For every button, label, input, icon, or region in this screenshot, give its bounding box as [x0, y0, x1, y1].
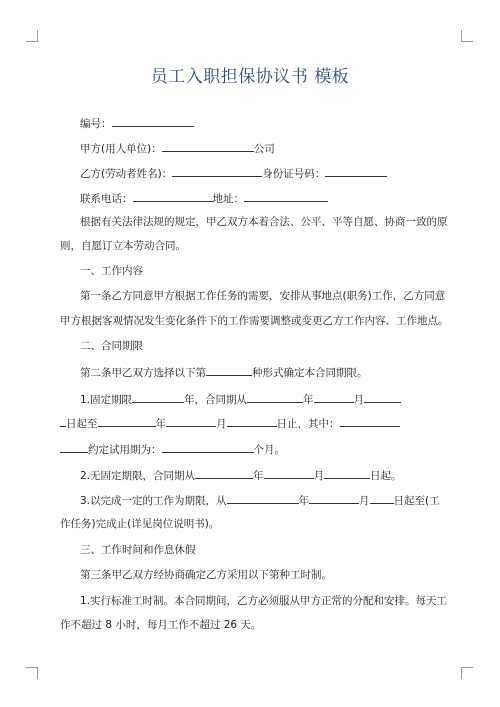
- field-party-b: 乙方(劳动者姓名)： 身份证号码：: [80, 165, 445, 181]
- corner-mark-bottom-left: [26, 667, 38, 679]
- blank-fixed-from-month[interactable]: [314, 391, 354, 403]
- blank-phone[interactable]: [133, 190, 213, 202]
- blank-id-no[interactable]: [325, 165, 387, 177]
- field-number: 编号：: [80, 115, 445, 131]
- blank-fixed-to-year[interactable]: [98, 415, 156, 427]
- task-term-line-1: 3.以完成一定的工作为期限，从 年 月 日起至(工: [80, 492, 445, 508]
- blank-task-year[interactable]: [227, 492, 299, 504]
- blank-fixed-years[interactable]: [132, 391, 184, 403]
- intro-line-1: 根据有关法律法规的规定，甲乙双方本着合法、公平、平等自愿、协商一致的原: [80, 216, 448, 228]
- blank-fixed-to-month[interactable]: [166, 415, 216, 427]
- fixed-term-line-1: 1.固定期限 年，合同期从 年 月: [80, 391, 445, 407]
- blank-number[interactable]: [112, 115, 194, 127]
- section-3-heading: 三、工作时间和作息休假: [80, 544, 196, 556]
- section-2-heading: 二、合同期限: [80, 340, 143, 352]
- section-1-line-2: 甲方根据客观情况发生变化条件下的工作需要调整或变更乙方工作内容、工作地点。: [60, 315, 449, 327]
- blank-open-day[interactable]: [324, 467, 370, 479]
- blank-party-a[interactable]: [162, 140, 254, 152]
- blank-task-day[interactable]: [370, 492, 394, 504]
- blank-open-month[interactable]: [264, 467, 314, 479]
- section-1-line-1: 第一条乙方同意甲方根据工作任务的需要，安排从事地点(职务)工作，乙方同意: [80, 290, 446, 302]
- blank-probation-months[interactable]: [162, 441, 254, 453]
- corner-mark-bottom-right: [461, 667, 473, 679]
- blank-term-type[interactable]: [206, 364, 252, 376]
- corner-mark-top-left: [26, 30, 38, 42]
- standard-hours-line-1: 1.实行标准工时制。本合同期间，乙方必须服从甲方正常的分配和安排。每天工: [80, 595, 448, 607]
- blank-address[interactable]: [244, 190, 328, 202]
- section-1-heading: 一、工作内容: [80, 265, 143, 277]
- document-title: 员工入职担保协议书 模板: [150, 67, 350, 87]
- blank-party-b[interactable]: [172, 165, 262, 177]
- blank-open-year[interactable]: [195, 467, 253, 479]
- blank-fixed-from-year[interactable]: [247, 391, 303, 403]
- field-party-a: 甲方(用人单位)： 公司: [80, 140, 445, 156]
- corner-mark-top-right: [461, 30, 473, 42]
- article-3: 第三条甲乙双方经协商确定乙方采用以下第种工时制。: [80, 569, 332, 581]
- blank-fixed-from-day[interactable]: [364, 391, 401, 403]
- field-contact: 联系电话： 地址：: [80, 190, 445, 206]
- blank-fixed-to-day[interactable]: [227, 415, 277, 427]
- intro-line-2: 则，自愿订立本劳动合同。: [60, 240, 186, 252]
- probation-line: 约定试用期为： 个月。: [60, 441, 445, 457]
- blank-probation-extra[interactable]: [340, 415, 400, 427]
- blank-task-month[interactable]: [309, 492, 359, 504]
- standard-hours-line-2: 作不超过 8 小时，每月工作不超过 26 天。: [60, 619, 262, 631]
- task-term-line-2: 作任务)完成止(详见岗位说明书)。: [60, 518, 220, 530]
- fixed-term-line-2: 日起至 年 月 日止，其中：: [60, 415, 445, 431]
- open-term-line: 2.无固定期限，合同期从 年 月 日起。: [80, 467, 445, 483]
- article-2: 第二条甲乙双方选择以下第 种形式确定本合同期限。: [80, 364, 445, 380]
